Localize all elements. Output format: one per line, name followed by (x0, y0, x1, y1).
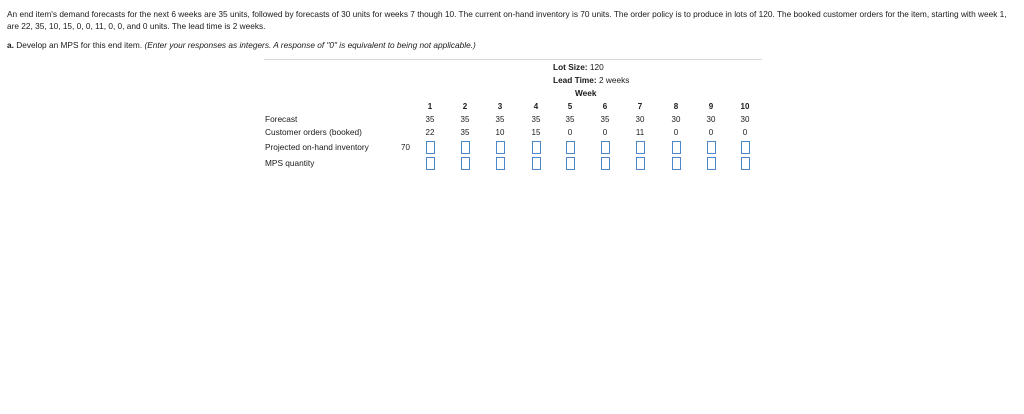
customer-orders-cell-week-3: 10 (495, 128, 505, 137)
projected-inventory-input-week-10[interactable] (741, 141, 750, 154)
row-label-mps-quantity: MPS quantity (265, 158, 315, 168)
row-label-projected-inventory: Projected on-hand inventory (265, 142, 369, 152)
row-label-customer-orders: Customer orders (booked) (265, 127, 362, 137)
lot-size-value: 120 (589, 62, 604, 72)
part-a-prompt (7, 39, 476, 51)
week-number-7: 7 (637, 102, 643, 111)
customer-orders-cell-week-4: 15 (531, 128, 541, 137)
projected-inventory-input-week-8[interactable] (672, 141, 681, 154)
customer-orders-cell-week-8: 0 (673, 128, 679, 137)
forecast-cell-week-4: 35 (531, 115, 541, 124)
customer-orders-cell-week-1: 22 (425, 128, 435, 137)
mps-quantity-input-week-6[interactable] (601, 157, 610, 170)
week-number-9: 9 (708, 102, 714, 111)
week-number-1: 1 (427, 102, 433, 111)
lot-size (553, 62, 604, 73)
forecast-cell-week-1: 35 (425, 115, 435, 124)
lead-time-value: 2 weeks (598, 75, 630, 85)
projected-inventory-input-week-5[interactable] (566, 141, 575, 154)
row-label-forecast: Forecast (265, 114, 298, 124)
week-number-3: 3 (497, 102, 503, 111)
mps-quantity-input-week-1[interactable] (426, 157, 435, 170)
forecast-cell-week-3: 35 (495, 115, 505, 124)
table-divider (264, 59, 762, 60)
part-a-instruction: (Enter your responses as integers. A response of "0" is equivalent to being not applicable.) (144, 40, 476, 50)
forecast-cell-week-9: 30 (706, 115, 716, 124)
initial-inventory: 70 (401, 143, 410, 152)
mps-quantity-input-week-8[interactable] (672, 157, 681, 170)
week-number-6: 6 (602, 102, 608, 111)
forecast-cell-week-7: 30 (635, 115, 645, 124)
part-a-text: Develop an MPS for this end item. (16, 40, 143, 50)
projected-inventory-input-week-6[interactable] (601, 141, 610, 154)
customer-orders-cell-week-5: 0 (567, 128, 573, 137)
week-number-10: 10 (740, 102, 750, 111)
mps-quantity-input-week-5[interactable] (566, 157, 575, 170)
customer-orders-cell-week-2: 35 (460, 128, 470, 137)
projected-inventory-input-week-7[interactable] (636, 141, 645, 154)
mps-quantity-input-week-3[interactable] (496, 157, 505, 170)
customer-orders-cell-week-9: 0 (708, 128, 714, 137)
mps-quantity-input-week-2[interactable] (461, 157, 470, 170)
projected-inventory-input-week-3[interactable] (496, 141, 505, 154)
mps-quantity-input-week-10[interactable] (741, 157, 750, 170)
week-number-8: 8 (673, 102, 679, 111)
projected-inventory-input-week-4[interactable] (532, 141, 541, 154)
customer-orders-cell-week-10: 0 (742, 128, 748, 137)
customer-orders-cell-week-6: 0 (602, 128, 608, 137)
mps-quantity-input-week-9[interactable] (707, 157, 716, 170)
week-number-4: 4 (533, 102, 539, 111)
forecast-cell-week-8: 30 (671, 115, 681, 124)
problem-statement: An end item's demand forecasts for the next 6 weeks are 35 units, followed by forecasts of 30 units for weeks 7 though 10. The current on-hand inventory is 70 units. The order policy is to produce in lots of 120. The booked customer orders for the item, starting with week 1, are 22, 35, 10, 15, 0, 0, 11, 0, 0, and 0 units. The lead time is 2 weeks. (7, 9, 1007, 31)
part-a-label: a. (7, 40, 14, 50)
lead-time (553, 75, 629, 86)
week-header: Week (575, 88, 597, 98)
mps-quantity-input-week-7[interactable] (636, 157, 645, 170)
forecast-cell-week-5: 35 (565, 115, 575, 124)
forecast-cell-week-10: 30 (740, 115, 750, 124)
week-number-2: 2 (462, 102, 468, 111)
forecast-cell-week-2: 35 (460, 115, 470, 124)
projected-inventory-input-week-2[interactable] (461, 141, 470, 154)
projected-inventory-input-week-1[interactable] (426, 141, 435, 154)
week-number-5: 5 (567, 102, 573, 111)
customer-orders-cell-week-7: 11 (635, 128, 645, 137)
lot-size-label: Lot Size: (553, 62, 588, 72)
projected-inventory-input-week-9[interactable] (707, 141, 716, 154)
forecast-cell-week-6: 35 (600, 115, 610, 124)
mps-quantity-input-week-4[interactable] (532, 157, 541, 170)
lead-time-label: Lead Time: (553, 75, 597, 85)
